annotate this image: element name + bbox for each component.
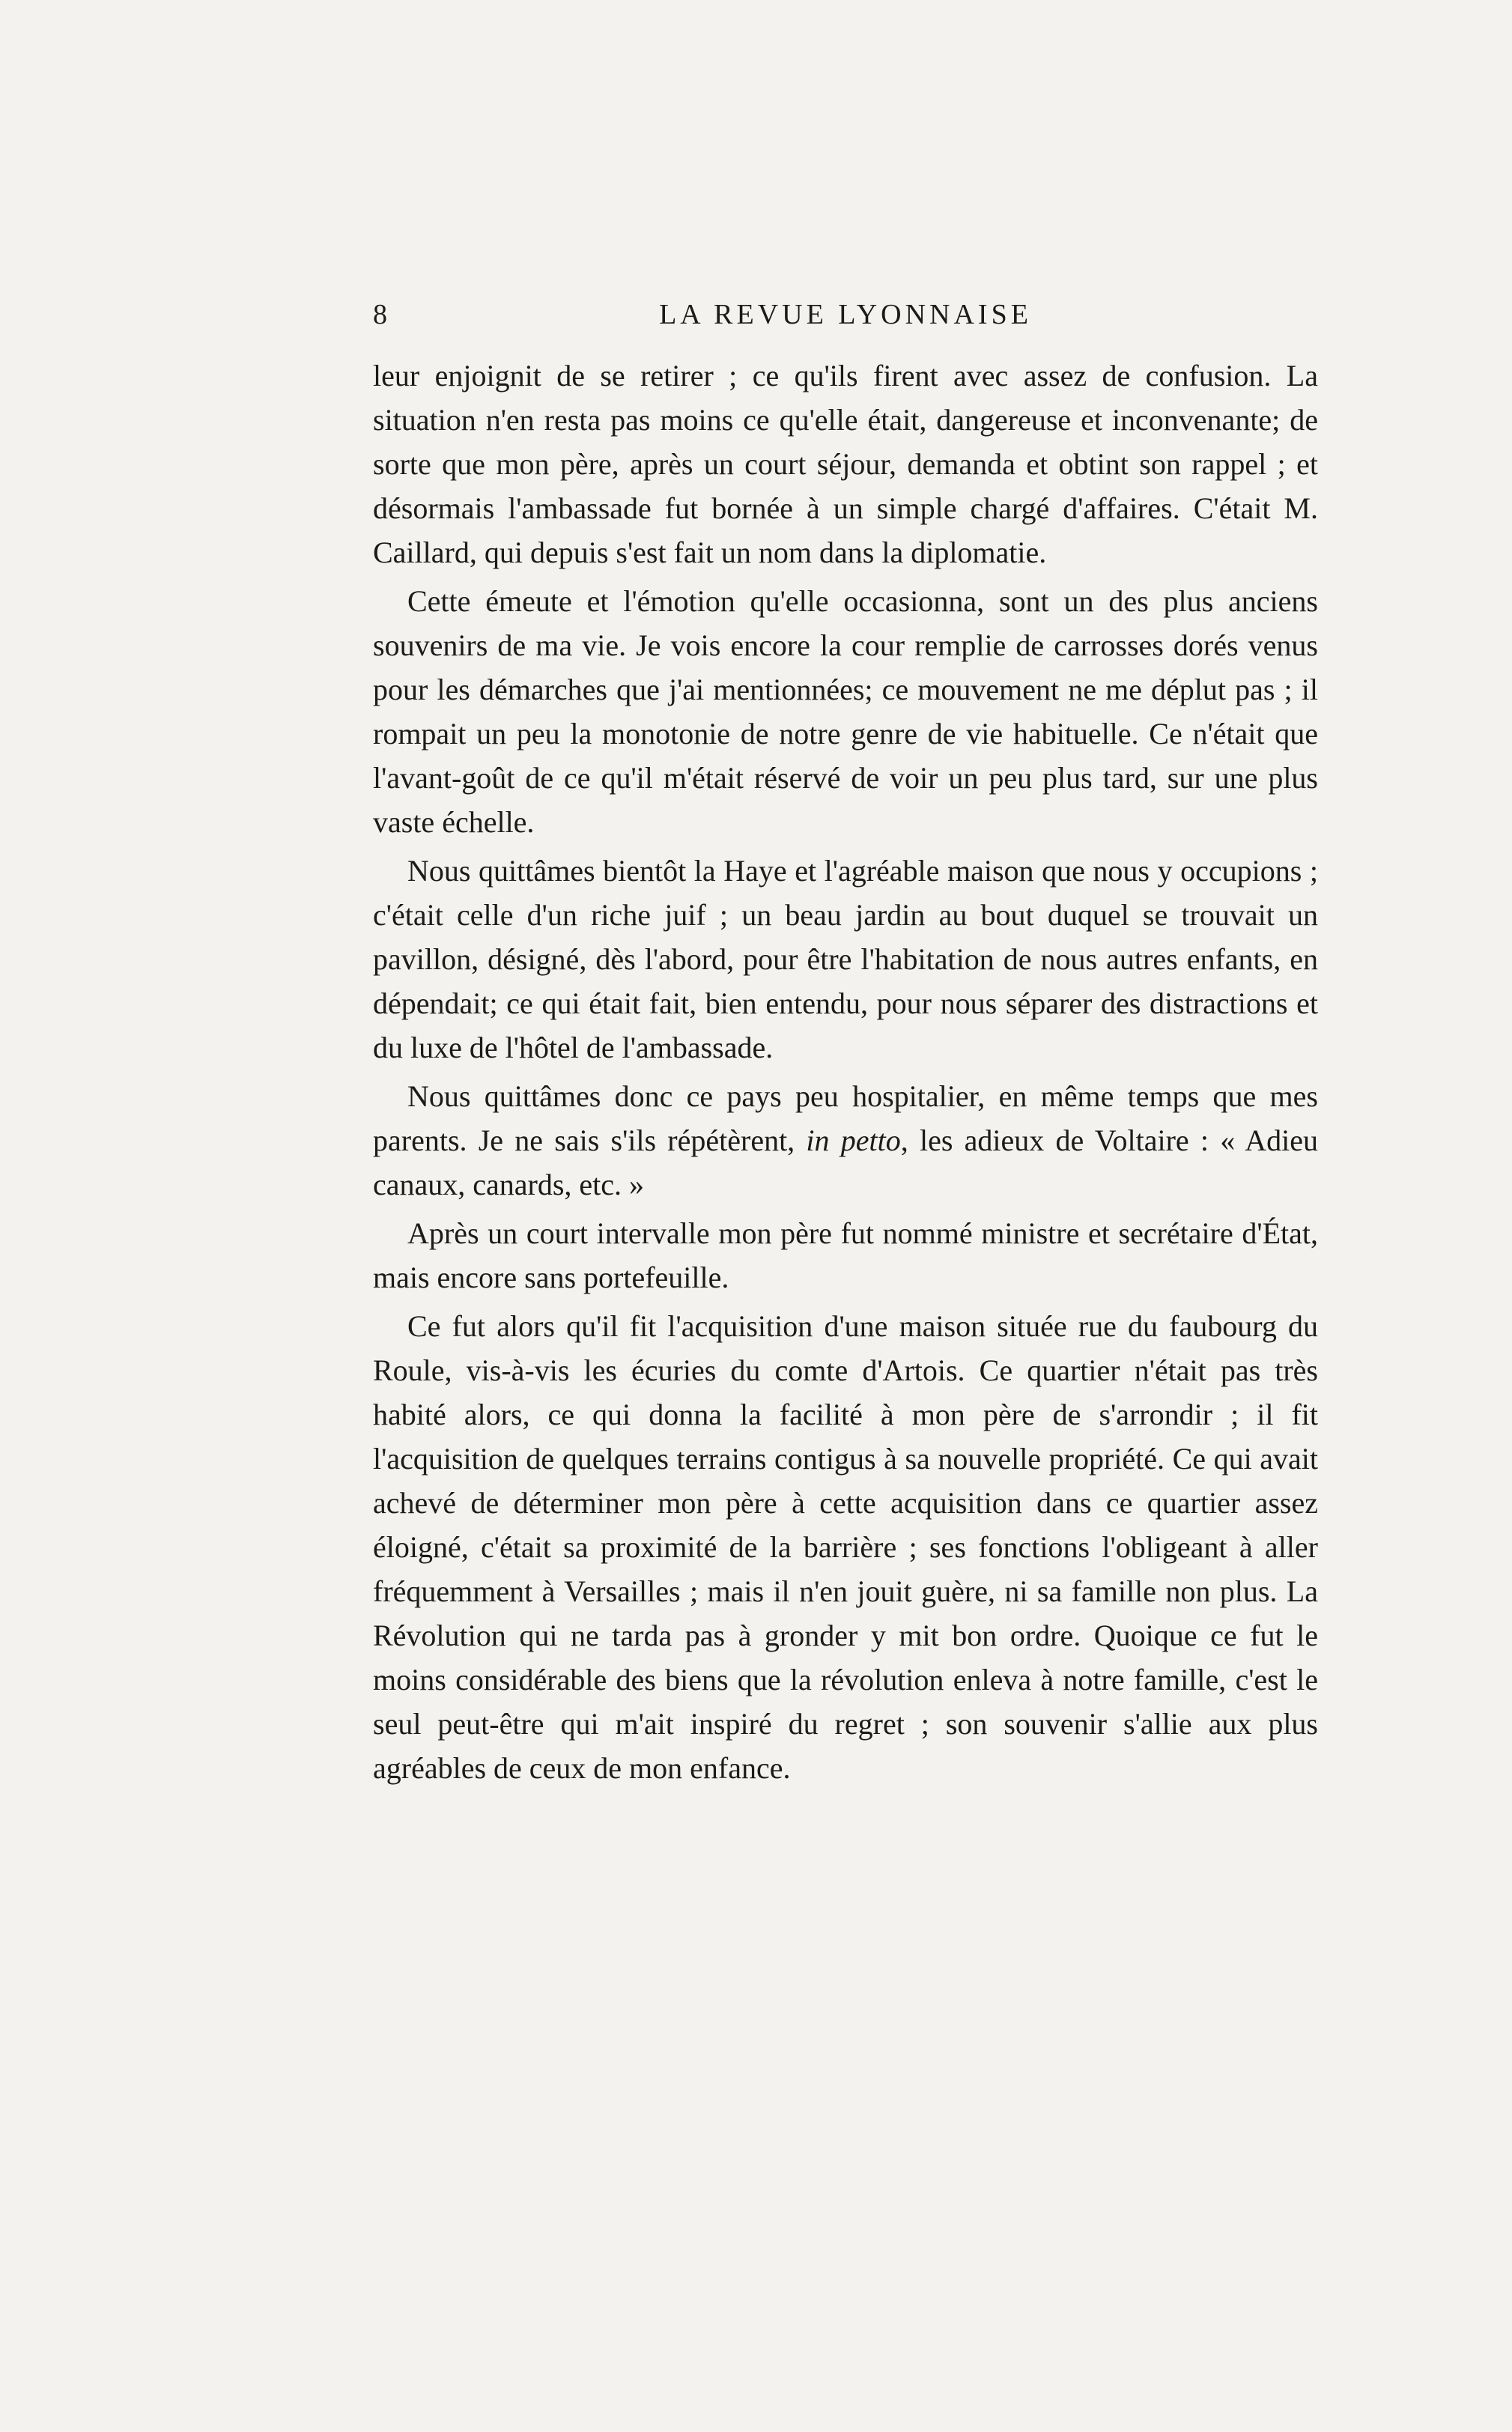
page-header: [373, 298, 1318, 343]
paragraph-4-text-before: Nous quittâmes donc ce pays peu hospitalier, en même temps que mes parents. Je ne sais s'ils répétèrent,: [373, 1079, 1318, 1157]
paragraph-6: Ce fut alors qu'il fit l'acquisition d'une maison située rue du faubourg du Roule, vis-à-vis les écuries du comte d'Artois. Ce quartier n'était pas très habité alors, ce qui donna la facilité à mon père de s'arrondir ; il fit l'acquisition de quelques terrains contigus à sa nouvelle propriété. Ce qui avait achevé de déterminer mon père à cette acquisition dans ce quartier assez éloigné, c'était sa proximité de la barrière ; ses fonctions l'obligeant à aller fréquemment à Versailles ; mais il n'en jouit guère, ni sa famille non plus. La Révolution qui ne tarda pas à gronder y mit bon ordre. Quoique ce fut le moins considérable des biens que la révolution enleva à notre famille, c'est le seul peut-être qui m'ait inspiré du regret ; son souvenir s'allie aux plus agréables de ceux de mon enfance.: [373, 1309, 1318, 1785]
page-number: 8: [373, 299, 388, 330]
paragraph-4: [373, 1074, 1318, 1207]
running-title: LA REVUE LYONNAISE: [659, 299, 1032, 330]
paragraph-3: Nous quittâmes bientôt la Haye et l'agréable maison que nous y occupions ; c'était celle d'un riche juif ; un beau jardin au bout duquel se trouvait un pavillon, désigné, dès l'abord, pour être l'habitation de nous autres enfants, en dépendait; ce qui était fait, bien entendu, pour nous séparer des distractions et du luxe de l'hôtel de l'ambassade.: [373, 854, 1318, 1064]
paragraph-4-italic-phrase: in petto: [806, 1123, 901, 1157]
paragraph-5: Après un court intervalle mon père fut nommé ministre et secrétaire d'État, mais encore sans portefeuille.: [373, 1216, 1318, 1294]
body-text: [373, 354, 1318, 1790]
paragraph-2: Cette émeute et l'émotion qu'elle occasionna, sont un des plus anciens souvenirs de ma vie. Je vois encore la cour remplie de carrosses dorés venus pour les démarches que j'ai mentionnées; ce mouvement ne me déplut pas ; il rompait un peu la monotonie de notre genre de vie habituelle. Ce n'était que l'avant-goût de ce qu'il m'était réservé de voir un peu plus tard, sur une plus vaste échelle.: [373, 584, 1318, 839]
paragraph-4-text-after: , les adieux de Voltaire : « Adieu canaux, canards, etc. »: [373, 1123, 1319, 1201]
paragraph-1: leur enjoignit de se retirer ; ce qu'ils firent avec assez de confusion. La situation n'en resta pas moins ce qu'elle était, dangereuse et inconvenante; de sorte que mon père, après un court séjour, demanda et obtint son rappel ; et désormais l'ambassade fut bornée à un simple chargé d'affaires. C'était M. Caillard, qui depuis s'est fait un nom dans la diplomatie.: [373, 359, 1318, 569]
